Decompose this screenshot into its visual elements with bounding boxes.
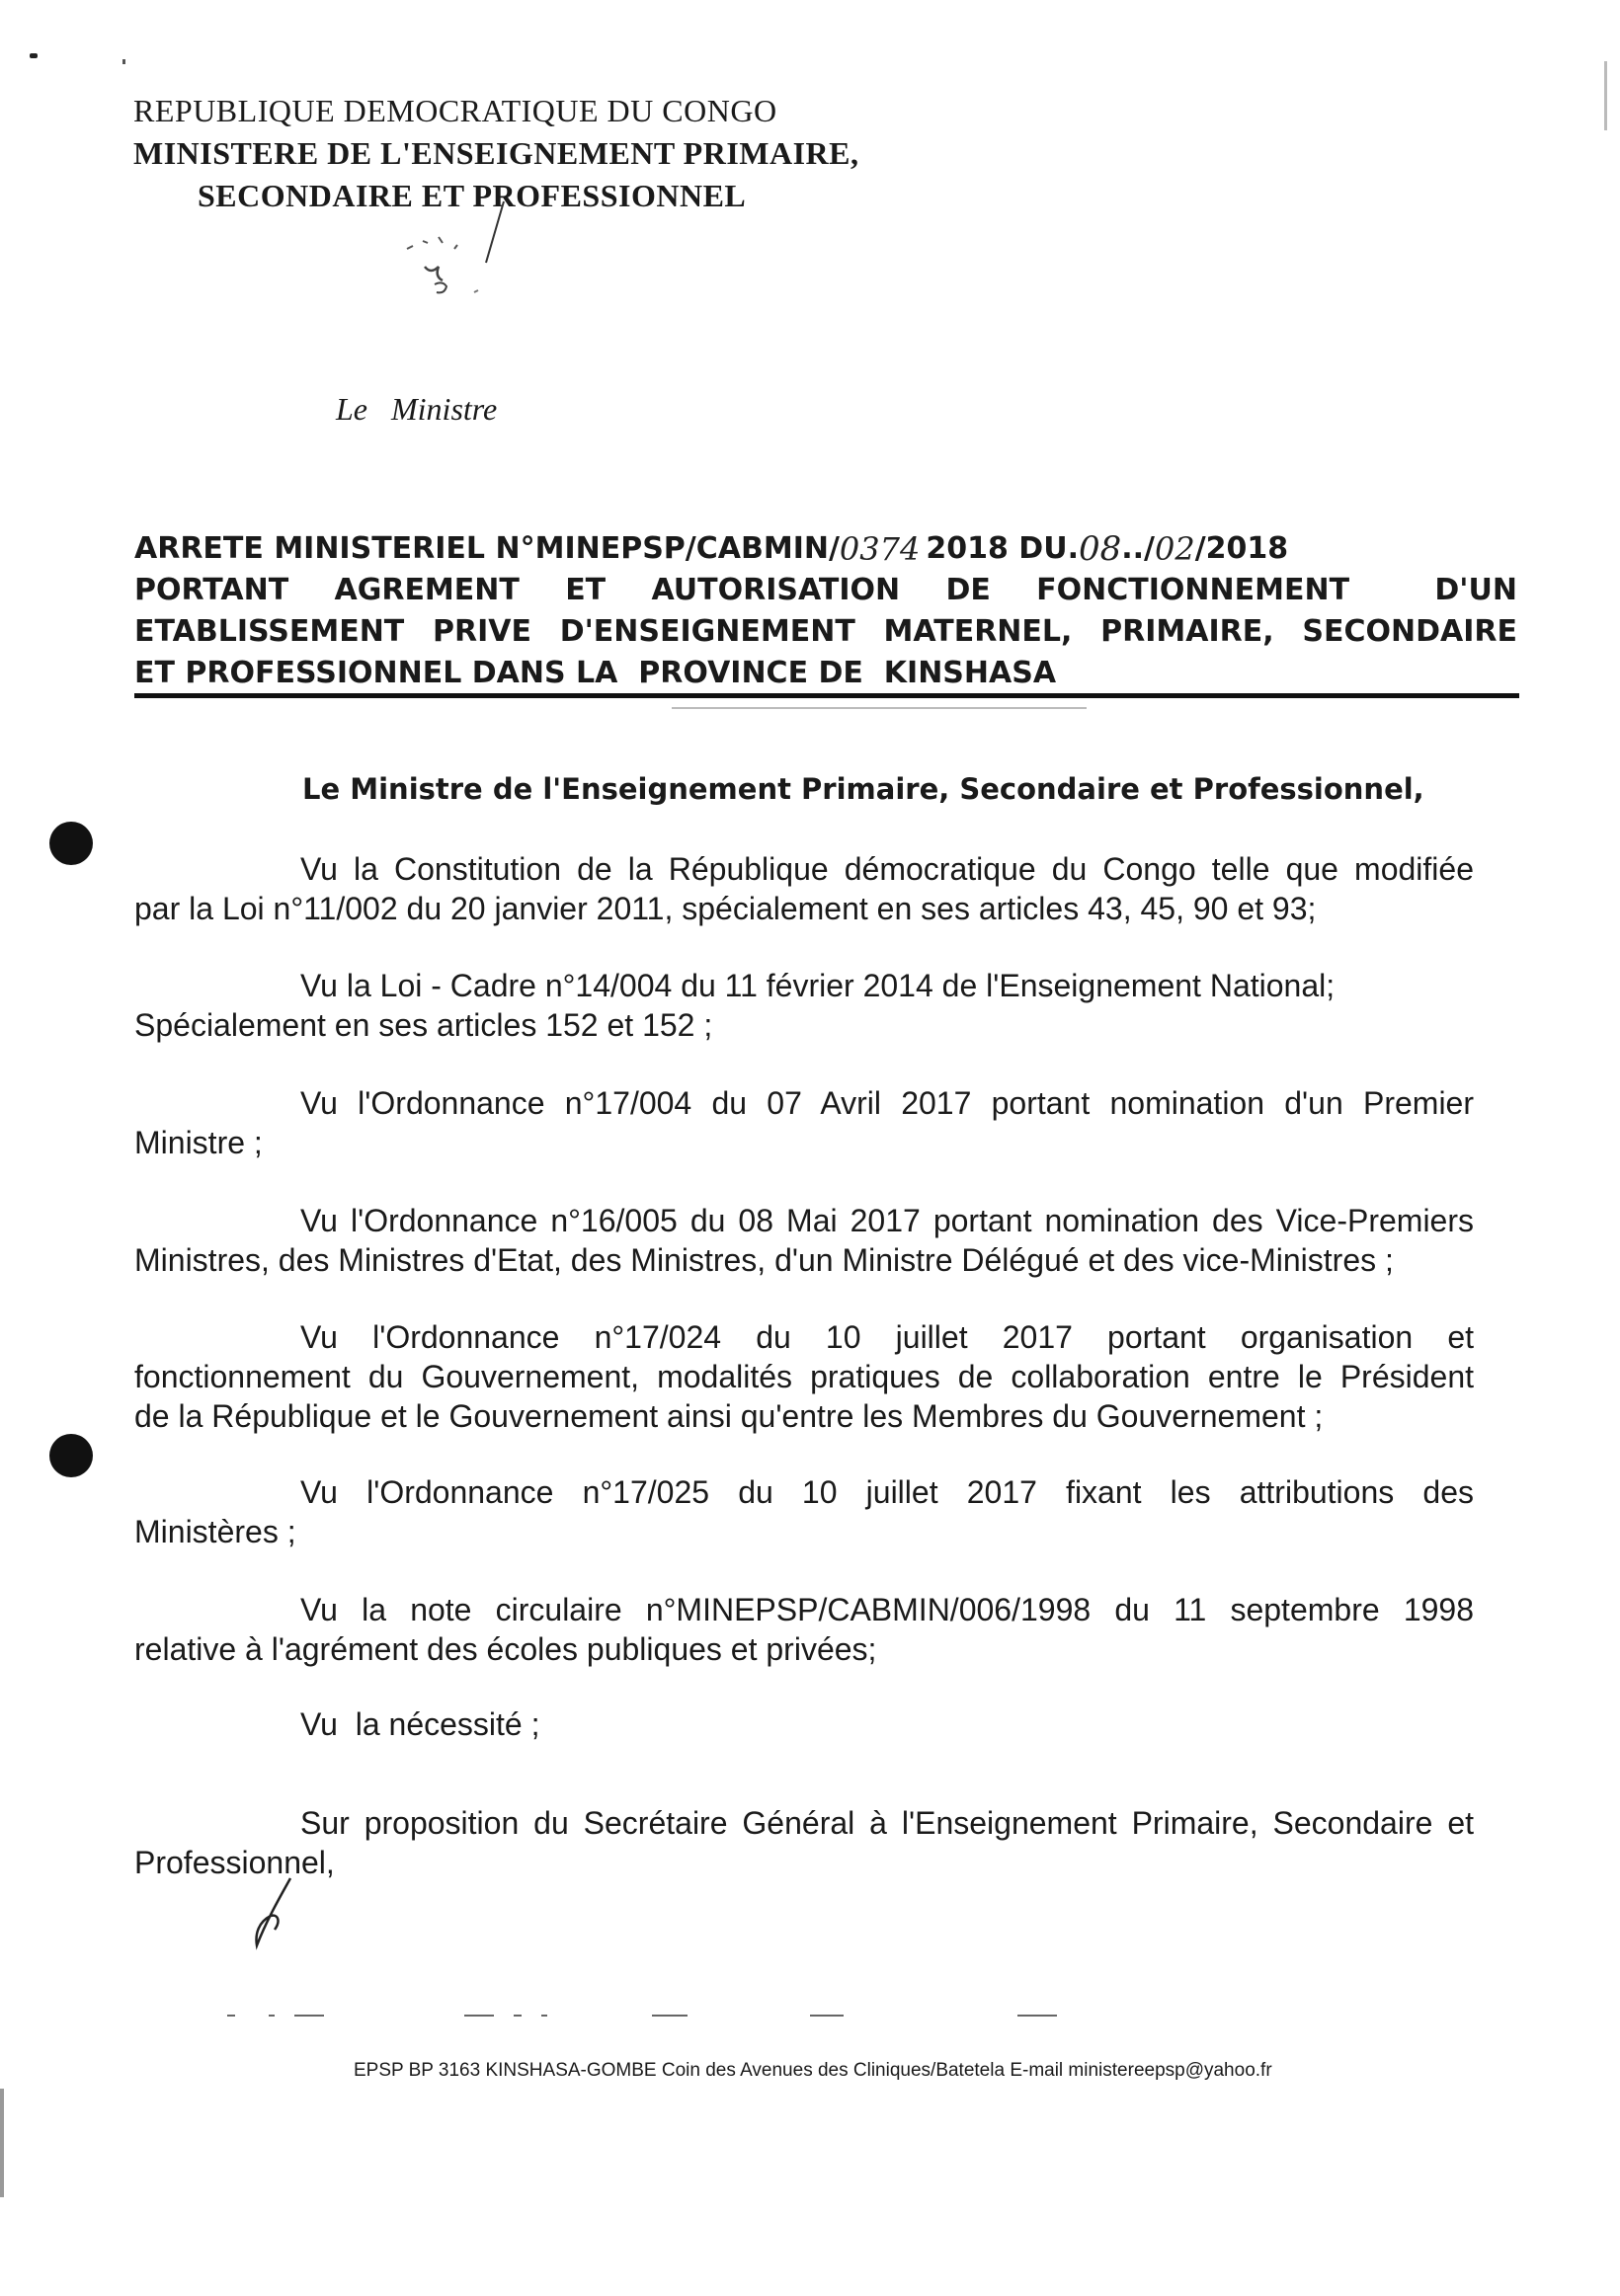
title-word: SECONDAIRE xyxy=(1302,614,1517,649)
paragraph-line: relative à l'agrément des écoles publiques et privées; xyxy=(134,1631,877,1667)
title-word: D'UN xyxy=(1434,573,1517,607)
title-row-4 xyxy=(134,653,1517,694)
footer-dash xyxy=(1017,2015,1057,2017)
title-sep: .. xyxy=(1121,531,1145,566)
paragraph-necessite xyxy=(134,1704,1474,1744)
paragraph-line: Vu l'Ordonnance n°17/004 du 07 Avril 2017 portant nomination d'un Premier xyxy=(300,1085,1474,1121)
footer-dash xyxy=(269,2015,275,2017)
paragraph-constitution xyxy=(134,849,1474,928)
paragraph-line: fonctionnement du Gouvernement, modalités pratiques de collaboration entre le Président xyxy=(134,1359,1474,1394)
title-word: ET xyxy=(565,573,607,607)
binder-hole xyxy=(49,822,93,865)
signatory-title: Le Ministre xyxy=(336,391,498,427)
footer-dash xyxy=(514,2015,522,2017)
title-word: DE xyxy=(945,573,991,607)
paragraph-line: Vu l'Ordonnance n°16/005 du 08 Mai 2017 portant nomination des Vice-Premiers xyxy=(300,1203,1474,1238)
title-row-2 xyxy=(134,570,1517,611)
title-row-3 xyxy=(134,611,1517,653)
title-decree-year: 2018 DU. xyxy=(926,531,1079,566)
title-word: AUTORISATION xyxy=(651,573,901,607)
paragraph-line: Sur proposition du Secrétaire Général à l'Enseignement Primaire, Secondaire et xyxy=(300,1805,1474,1841)
paragraph-ordonnance-premier-ministre xyxy=(134,1083,1474,1162)
title-word: PRIVE xyxy=(433,614,531,649)
title-word: MATERNEL, xyxy=(883,614,1073,649)
header-country: REPUBLIQUE DEMOCRATIQUE DU CONGO xyxy=(133,93,777,128)
title-underline xyxy=(134,693,1519,698)
decree-title xyxy=(134,528,1517,694)
paragraph-line: par la Loi n°11/002 du 20 janvier 2011, spécialement en ses articles 43, 45, 90 et 93; xyxy=(134,891,1317,926)
title-month: 02 xyxy=(1155,530,1195,568)
paragraph-line: Vu la note circulaire n°MINEPSP/CABMIN/006/1998 du 11 septembre 1998 xyxy=(300,1592,1474,1627)
title-decree-number: 0374 xyxy=(839,530,921,568)
paragraph-line: Spécialement en ses articles 152 et 152 ; xyxy=(134,1007,713,1043)
paragraph-line: de la République et le Gouvernement ainsi qu'entre les Membres du Gouvernement ; xyxy=(134,1398,1324,1434)
title-slash: / xyxy=(1144,531,1155,566)
footer-dash xyxy=(652,2015,688,2017)
title-year: /2018 xyxy=(1194,531,1289,566)
paragraph-ordonnance-attributions xyxy=(134,1472,1474,1551)
paragraph-line: Vu la Constitution de la République démocratique du Congo telle que modifiée xyxy=(300,851,1474,887)
footer-dash xyxy=(294,2015,324,2017)
scan-speck xyxy=(30,53,38,58)
title-word: D'ENSEIGNEMENT xyxy=(559,614,855,649)
paragraph-line: Ministères ; xyxy=(134,1514,296,1549)
footer-address: EPSP BP 3163 KINSHASA-GOMBE Coin des Avenues des Cliniques/Batetela E-mail ministereepsp@yahoo.fr xyxy=(354,2060,1272,2081)
paragraph-line: Vu l'Ordonnance n°17/025 du 10 juillet 2017 fixant les attributions des xyxy=(300,1474,1474,1510)
footer-dash xyxy=(227,2015,235,2017)
binder-hole xyxy=(49,1434,93,1477)
title-day: 08 xyxy=(1078,529,1122,569)
title-decree-prefix: ARRETE MINISTERIEL N°MINEPSP/CABMIN/ xyxy=(134,531,840,566)
paragraph-ordonnance-gouvernement xyxy=(134,1317,1474,1436)
paragraph-line: Vu la Loi - Cadre n°14/004 du 11 février 2014 de l'Enseignement National; xyxy=(300,968,1336,1003)
title-line: ET PROFESSIONNEL DANS LA PROVINCE DE KINSHASA xyxy=(134,656,1057,690)
handwritten-paraphe xyxy=(245,1874,304,1953)
margin-mark xyxy=(1604,61,1607,130)
margin-mark xyxy=(0,2089,4,2197)
paragraph-note-circulaire xyxy=(134,1590,1474,1669)
title-word: ETABLISSEMENT xyxy=(134,614,405,649)
paragraph-line: Ministres, des Ministres d'Etat, des Ministres, d'un Ministre Délégué et des vice-Ministres ; xyxy=(134,1242,1394,1278)
footer-dash xyxy=(810,2015,844,2017)
paragraph-line: Vu l'Ordonnance n°17/024 du 10 juillet 2017 portant organisation et xyxy=(300,1319,1474,1355)
paragraph-line: Professionnel, xyxy=(134,1845,335,1880)
footer-dash xyxy=(541,2015,547,2017)
paragraph-loi-cadre xyxy=(134,966,1474,1045)
opening-line: Le Ministre de l'Enseignement Primaire, Secondaire et Professionnel, xyxy=(302,772,1424,806)
paragraph-line: Vu la nécessité ; xyxy=(300,1706,540,1742)
paragraph-proposition xyxy=(134,1803,1474,1882)
title-word: PORTANT xyxy=(134,573,289,607)
handwritten-initials xyxy=(395,198,514,306)
paragraph-line: Ministre ; xyxy=(134,1125,263,1160)
footer-dash xyxy=(464,2015,494,2017)
title-row-1 xyxy=(134,528,1517,570)
paragraph-ordonnance-vice-premiers xyxy=(134,1201,1474,1280)
title-word: FONCTIONNEMENT xyxy=(1036,573,1350,607)
header-ministry-cont: SECONDAIRE ET PROFESSIONNEL xyxy=(198,178,747,213)
title-underline-shadow xyxy=(672,707,1087,709)
scan-speck xyxy=(122,59,125,64)
header-ministry: MINISTERE DE L'ENSEIGNEMENT PRIMAIRE, xyxy=(133,135,859,171)
title-word: PRIMAIRE, xyxy=(1100,614,1274,649)
title-word: AGREMENT xyxy=(334,573,520,607)
